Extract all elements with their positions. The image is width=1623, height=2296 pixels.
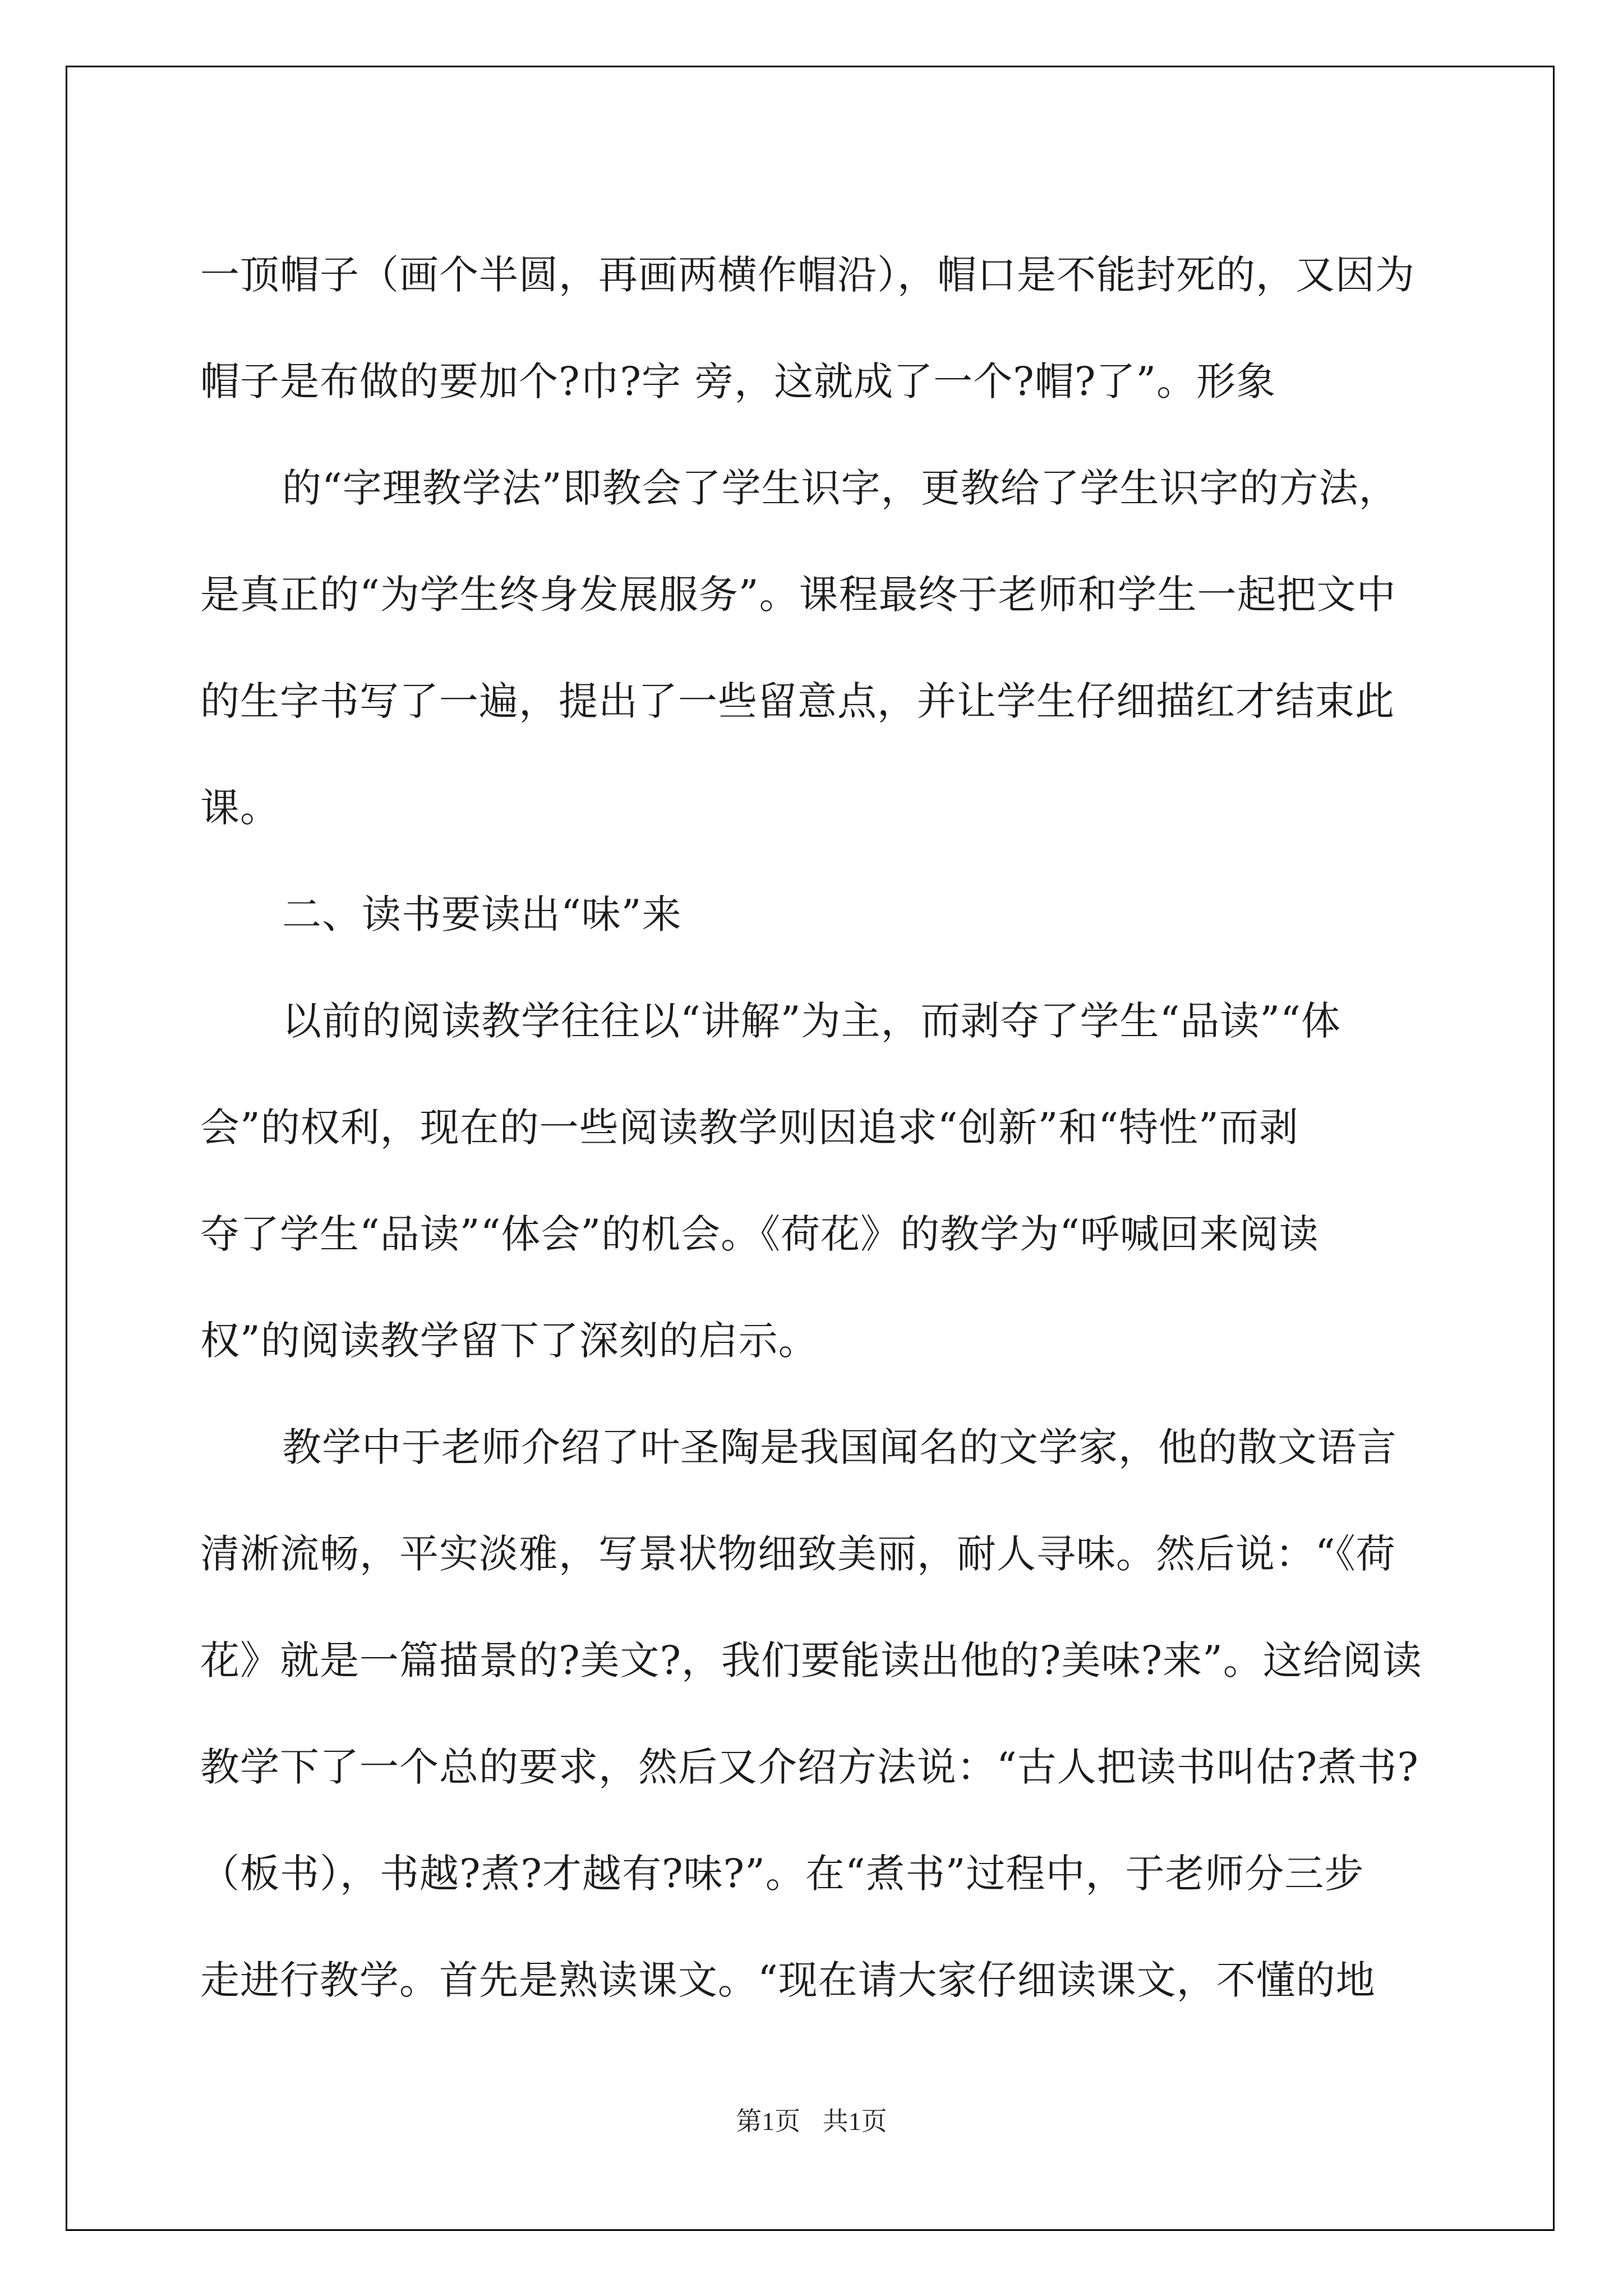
text-line-5: 的生字书写了一遍，提出了一些留意点，并让学生仔细描红才结束此 bbox=[200, 678, 1395, 724]
text-line-10: 夺了学生“品读”“体会”的机会。《荷花》的教学为“呼喊回来阅读 bbox=[200, 1211, 1319, 1257]
text-line-14: 花》就是一篇描景的?美文?，我们要能读出他的?美味?来”。这给阅读 bbox=[200, 1637, 1422, 1683]
section-heading: 二、读书要读出“味”来 bbox=[282, 891, 682, 937]
page-number: 第1页 bbox=[736, 2107, 801, 2136]
text-line-16: （板书），书越?煮?才越有?味?”。在“煮书”过程中，于老师分三步 bbox=[200, 1851, 1364, 1897]
text-line-8: 以前的阅读教学往往以“讲解”为主，而剥夺了学生“品读”“体 bbox=[282, 998, 1341, 1044]
text-line-11: 权”的阅读教学留下了深刻的启示。 bbox=[200, 1318, 818, 1364]
text-line-17: 走进行教学。首先是熟读课文。“现在请大家仔细读课文，不懂的地 bbox=[200, 1957, 1376, 2003]
page-footer bbox=[0, 2101, 1623, 2138]
text-line-12: 教学中于老师介绍了叶圣陶是我国闻名的文学家，他的散文语言 bbox=[282, 1424, 1397, 1470]
text-line-4: 是真正的“为学生终身发展服务”。课程最终于老师和学生一起把文中 bbox=[200, 572, 1396, 618]
text-line-13: 清淅流畅，平实淡雅，写景状物细致美丽，耐人寻味。然后说：“《荷 bbox=[200, 1531, 1396, 1577]
text-line-6: 课。 bbox=[200, 785, 280, 831]
text-line-3: 的“字理教学法”即教会了学生识字，更教给了学生识字的方法， bbox=[282, 465, 1399, 511]
text-line-2: 帽子是布做的要加个?巾?字 旁，这就成了一个?帽?了”。形象 bbox=[200, 358, 1276, 404]
text-line-1: 一顶帽子（画个半圆，再画两横作帽沿），帽口是不能封死的，又因为 bbox=[200, 252, 1415, 298]
text-line-15: 教学下了一个总的要求，然后又介绍方法说：“古人把读书叫估?煮书? bbox=[200, 1744, 1419, 1790]
page-total: 共1页 bbox=[822, 2107, 887, 2136]
document-body bbox=[200, 222, 1434, 2033]
text-line-9: 会”的权利，现在的一些阅读教学则因追求“创新”和“特性”而剥 bbox=[200, 1105, 1299, 1151]
